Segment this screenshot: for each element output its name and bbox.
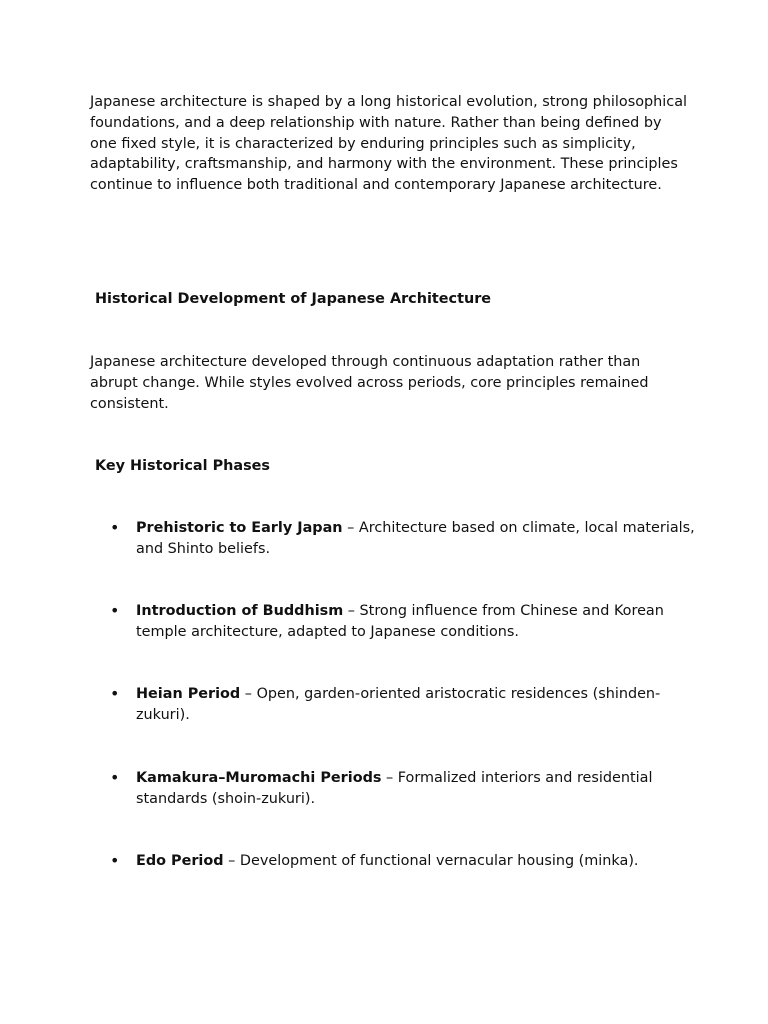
key-phases-heading: Key Historical Phases: [95, 458, 270, 474]
list-item-text: [136, 601, 696, 643]
list-item-text: [136, 768, 696, 810]
phase-term: Introduction of Buddhism: [136, 603, 344, 619]
phase-term: Prehistoric to Early Japan: [136, 520, 343, 536]
bullet-icon: •: [110, 768, 120, 787]
phase-description: – Strong influence from Chinese and Korean temple architecture, adapted to Japanese conditions.: [136, 603, 664, 640]
phase-description: – Development of functional vernacular housing (minka).: [223, 853, 639, 869]
list-item-text: [136, 684, 696, 726]
historical-development-paragraph: Japanese architecture developed through continuous adaptation rather than abrupt change. While styles evolved across periods, core principles remained consistent.: [90, 354, 649, 412]
phase-description: – Open, garden-oriented aristocratic residences (shinden-zukuri).: [136, 686, 661, 723]
intro-paragraph: Japanese architecture is shaped by a long historical evolution, strong philosophical foundations, and a deep relationship with nature. Rather than being defined by one fixed style, it is characterized by enduring principles such as simplicity, adaptability, craftsmanship, and harmony with the environment. These principles continue to influence both traditional and contemporary Japanese architecture.: [90, 94, 688, 194]
phase-description: – Formalized interiors and residential standards (shoin-zukuri).: [136, 770, 653, 807]
bullet-icon: •: [110, 851, 120, 870]
historical-development-heading: Historical Development of Japanese Architecture: [95, 291, 492, 307]
phase-description: – Architecture based on climate, local materials, and Shinto beliefs.: [136, 520, 695, 557]
bullet-icon: •: [110, 601, 120, 620]
phase-term: Heian Period: [136, 686, 241, 702]
phase-term: Kamakura–Muromachi Periods: [136, 770, 382, 786]
list-item-text: [136, 518, 696, 560]
phase-term: Edo Period: [136, 853, 224, 869]
bullet-icon: •: [110, 518, 120, 537]
bullet-icon: •: [110, 684, 120, 703]
list-item-text: [136, 851, 696, 872]
